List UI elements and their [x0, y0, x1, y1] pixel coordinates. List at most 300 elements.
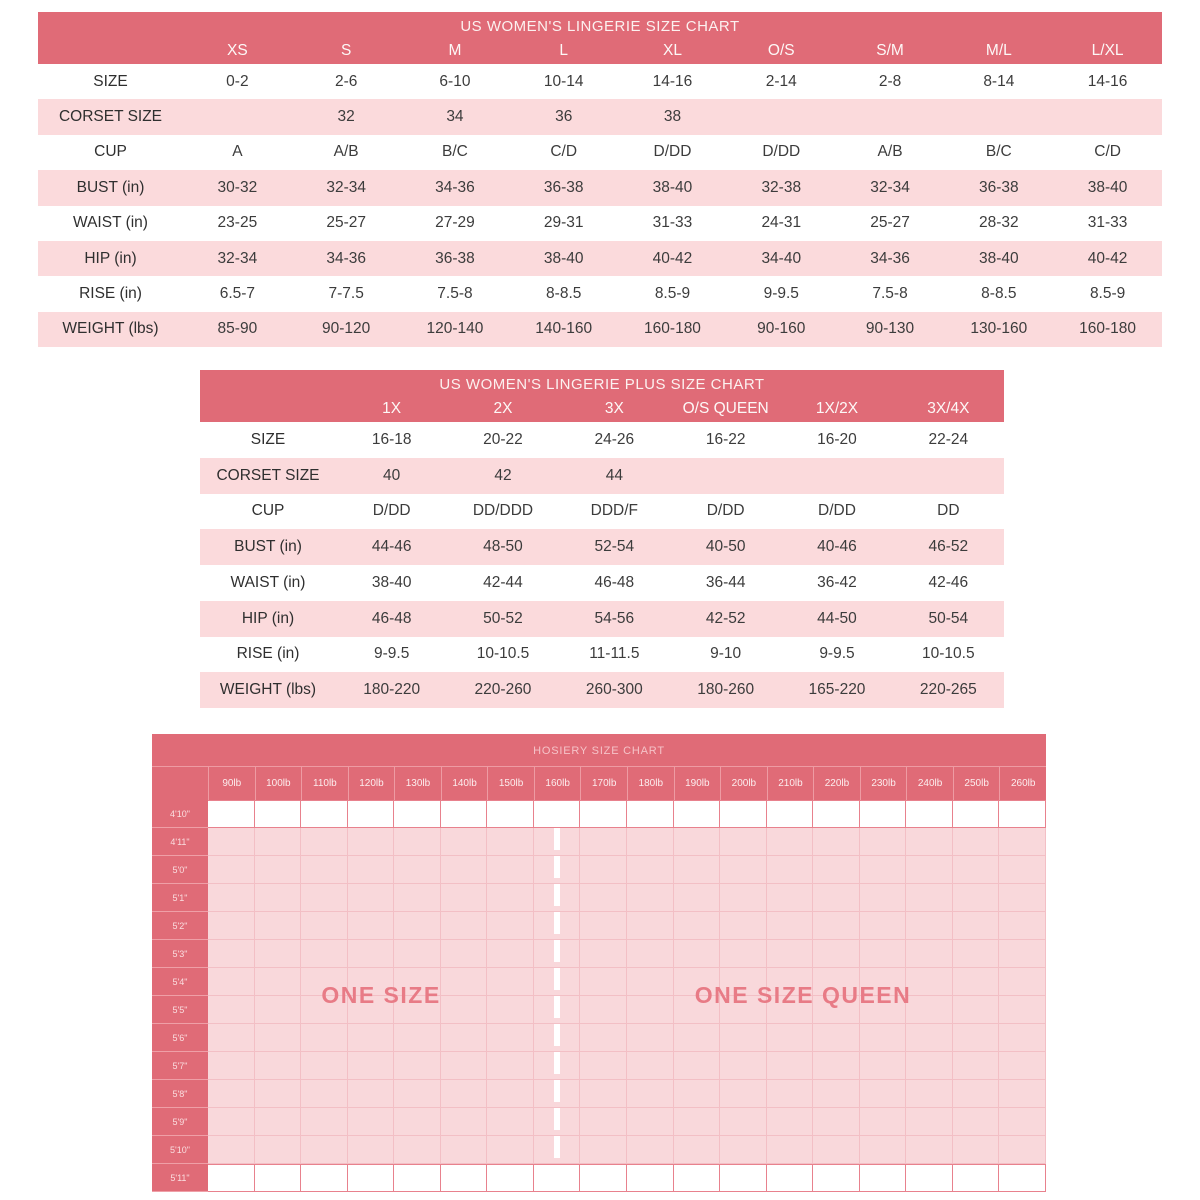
table-cell	[767, 884, 814, 912]
row-label: 5'7"	[152, 1052, 208, 1080]
lingerie-size-table	[38, 12, 1162, 347]
table-cell	[580, 996, 627, 1024]
column-header: 230lb	[860, 766, 907, 800]
column-header: 2X	[493, 400, 513, 417]
table-cell	[441, 1164, 488, 1192]
table-cell	[674, 1024, 721, 1052]
table-cell	[674, 1164, 721, 1192]
table-cell	[487, 940, 534, 968]
table-cell	[999, 912, 1046, 940]
table-cell	[208, 996, 255, 1024]
table-row	[152, 828, 1046, 856]
table-cell	[348, 856, 395, 884]
table-cell	[813, 1164, 860, 1192]
one-size-zone-label: ONE SIZE	[321, 982, 441, 1008]
table-cell	[813, 1024, 860, 1052]
table-cell	[627, 1024, 674, 1052]
table-cell	[580, 1136, 627, 1164]
table-cell	[394, 1052, 441, 1080]
table-cell: 260-300	[585, 681, 643, 699]
table-cell: 32-34	[217, 249, 258, 267]
table-cell: 22-24	[928, 430, 969, 448]
table-cell	[627, 1164, 674, 1192]
table-cell	[906, 968, 953, 996]
row-label: RISE (in)	[79, 285, 142, 303]
row-label: 5'0"	[152, 856, 208, 884]
table-cell	[860, 912, 907, 940]
table-cell	[953, 940, 1000, 968]
table-cell	[441, 1052, 488, 1080]
table-cell	[301, 1052, 348, 1080]
plus-size-table	[200, 370, 1004, 708]
table-row	[152, 800, 1046, 828]
table-cell	[487, 1080, 534, 1108]
table-cell	[255, 968, 302, 996]
table-cell: 220-260	[474, 681, 532, 699]
table-cell	[906, 912, 953, 940]
table-cell: 40-50	[705, 538, 746, 556]
row-label: 5'9"	[152, 1108, 208, 1136]
row-label: 4'10"	[152, 800, 208, 828]
table-cell	[767, 856, 814, 884]
row-label: WEIGHT (lbs)	[62, 320, 159, 338]
table-cell	[487, 1024, 534, 1052]
row-label: SIZE	[250, 430, 286, 448]
table-cell	[813, 1136, 860, 1164]
table-cell: 34-40	[761, 249, 802, 267]
table-cell	[953, 1024, 1000, 1052]
table-cell: D/DD	[818, 502, 856, 520]
table-cell	[953, 800, 1000, 828]
row-label: 5'4"	[152, 968, 208, 996]
column-header: 110lb	[301, 766, 348, 800]
column-header: XL	[663, 42, 682, 59]
row-label: 5'8"	[152, 1080, 208, 1108]
table-cell	[580, 828, 627, 856]
table-row	[38, 206, 1162, 241]
table-cell	[208, 800, 255, 828]
table-cell	[767, 1108, 814, 1136]
table-cell	[953, 912, 1000, 940]
table-cell	[394, 912, 441, 940]
table-cell	[208, 1024, 255, 1052]
column-header: 260lb	[999, 766, 1046, 800]
plus-table-body	[200, 422, 1004, 708]
table-cell	[348, 828, 395, 856]
table-row	[152, 856, 1046, 884]
table-cell	[487, 1052, 534, 1080]
one-size-queen-zone-label: ONE SIZE QUEEN	[694, 982, 912, 1008]
row-label: HIP (in)	[84, 249, 137, 267]
table-cell: 120-140	[426, 320, 484, 338]
table-cell	[860, 1136, 907, 1164]
table-cell	[674, 800, 721, 828]
table-cell: DD/DDD	[472, 502, 534, 520]
table-cell	[441, 912, 488, 940]
table-cell	[627, 996, 674, 1024]
table-cell: 38	[663, 108, 682, 126]
row-label: 5'3"	[152, 940, 208, 968]
table-cell	[394, 828, 441, 856]
table-cell: 8-8.5	[981, 285, 1017, 303]
table-cell	[953, 1164, 1000, 1192]
table-cell	[999, 800, 1046, 828]
table-cell	[953, 884, 1000, 912]
table-cell	[348, 1052, 395, 1080]
table-cell	[953, 856, 1000, 884]
column-header: 3X/4X	[927, 400, 970, 417]
table-cell: 44-46	[371, 538, 412, 556]
table-cell	[580, 800, 627, 828]
column-header: L/XL	[1091, 42, 1124, 59]
row-label: 5'5"	[152, 996, 208, 1024]
table-cell	[627, 1052, 674, 1080]
row-label: SIZE	[93, 72, 128, 90]
table-cell	[860, 1080, 907, 1108]
table-cell: 40	[383, 466, 401, 484]
table-cell: 50-52	[483, 609, 523, 627]
table-cell: 90-120	[322, 320, 371, 338]
column-header: 250lb	[953, 766, 1000, 800]
row-label: 5'11"	[152, 1164, 208, 1192]
table-cell	[627, 940, 674, 968]
table-cell	[627, 800, 674, 828]
table-cell	[860, 940, 907, 968]
table-cell	[860, 828, 907, 856]
table-cell	[255, 1024, 302, 1052]
table-row	[200, 529, 1004, 565]
table-cell: 14-16	[652, 72, 693, 90]
row-label: WAIST (in)	[230, 573, 306, 591]
column-header-row	[200, 396, 1004, 422]
table-cell	[813, 1080, 860, 1108]
table-cell	[906, 1052, 953, 1080]
table-row	[152, 1108, 1046, 1136]
table-cell	[767, 940, 814, 968]
table-cell	[580, 1024, 627, 1052]
table-cell	[487, 800, 534, 828]
table-cell: 180-220	[363, 681, 421, 699]
table-row	[38, 135, 1162, 170]
table-cell: 38-40	[1087, 178, 1128, 196]
table-cell	[487, 1108, 534, 1136]
table-cell: 160-180	[1079, 320, 1137, 338]
table-cell	[441, 800, 488, 828]
table-cell	[720, 828, 767, 856]
table-cell	[208, 884, 255, 912]
table-cell	[906, 940, 953, 968]
table-cell	[999, 884, 1046, 912]
row-label: WAIST (in)	[73, 214, 148, 232]
table-cell: 140-160	[535, 320, 593, 338]
table-cell	[208, 940, 255, 968]
table-cell: D/DD	[762, 143, 801, 161]
column-header: 1X/2X	[815, 400, 859, 417]
table-cell	[860, 1108, 907, 1136]
table-cell	[348, 940, 395, 968]
table-cell: 36-38	[979, 178, 1019, 196]
table-cell	[208, 912, 255, 940]
table-cell	[999, 1052, 1046, 1080]
table-cell: 40-46	[817, 538, 857, 556]
table-cell: 6.5-7	[219, 285, 256, 303]
table-cell	[720, 1108, 767, 1136]
column-header: O/S QUEEN	[682, 400, 769, 417]
table-cell	[813, 1052, 860, 1080]
table-cell	[627, 912, 674, 940]
table-cell: 23-25	[217, 214, 258, 232]
table-cell	[208, 1108, 255, 1136]
table-row	[152, 884, 1046, 912]
table-cell	[301, 912, 348, 940]
column-header: 200lb	[720, 766, 767, 800]
table-cell	[627, 1108, 674, 1136]
table-row	[38, 312, 1162, 347]
plus-table-header	[200, 370, 1004, 422]
table-cell	[999, 940, 1046, 968]
table-cell	[767, 1136, 814, 1164]
table-cell: 32	[337, 108, 355, 126]
table-cell	[487, 856, 534, 884]
table-cell: 28-32	[979, 214, 1019, 232]
table-cell	[953, 1080, 1000, 1108]
table-cell: 31-33	[652, 214, 693, 232]
table-cell	[906, 1108, 953, 1136]
table-cell	[255, 1108, 302, 1136]
table-cell: 180-260	[697, 681, 755, 699]
table-row	[38, 99, 1162, 134]
column-header: 180lb	[627, 766, 674, 800]
table-cell	[999, 996, 1046, 1024]
table-cell	[627, 884, 674, 912]
table-cell: 27-29	[435, 214, 475, 232]
table-row	[200, 637, 1004, 673]
table-cell	[953, 1136, 1000, 1164]
table-row	[200, 565, 1004, 601]
table-cell: DDD/F	[590, 502, 638, 520]
table-cell	[487, 996, 534, 1024]
table-cell: 52-54	[594, 538, 635, 556]
table-cell	[999, 968, 1046, 996]
table-cell: 8.5-9	[1089, 285, 1126, 303]
table-cell	[906, 1024, 953, 1052]
table-cell: 6-10	[439, 72, 471, 90]
table-cell	[813, 884, 860, 912]
table-cell: 36	[555, 108, 573, 126]
table-cell	[627, 1080, 674, 1108]
table-row	[152, 1164, 1046, 1192]
table-cell	[208, 1136, 255, 1164]
table-cell	[674, 1108, 721, 1136]
table-cell: 25-27	[870, 214, 910, 232]
table-title: US WOMEN'S LINGERIE SIZE CHART	[460, 18, 740, 35]
table-cell	[255, 856, 302, 884]
row-label: 4'11"	[152, 828, 208, 856]
table-cell	[301, 828, 348, 856]
table-cell	[348, 1164, 395, 1192]
table-cell	[255, 1052, 302, 1080]
table-cell	[255, 1136, 302, 1164]
table-cell	[674, 940, 721, 968]
column-header: 130lb	[394, 766, 441, 800]
table-cell: 16-22	[705, 430, 746, 448]
table-title: HOSIERY SIZE CHART	[152, 734, 1046, 766]
table-cell	[255, 940, 302, 968]
table-cell: 40-42	[652, 249, 693, 267]
table-cell: 46-52	[928, 538, 969, 556]
table-cell	[580, 1052, 627, 1080]
table-cell: 50-54	[928, 609, 969, 627]
column-header: S/M	[876, 42, 904, 59]
column-header: XS	[227, 42, 248, 59]
table-cell: 16-18	[371, 430, 412, 448]
table-cell	[999, 856, 1046, 884]
table-cell	[720, 856, 767, 884]
table-cell	[860, 1164, 907, 1192]
table-cell	[860, 1052, 907, 1080]
column-header: M	[448, 42, 462, 59]
table-cell	[255, 1080, 302, 1108]
table-cell	[255, 912, 302, 940]
table-cell: 9-10	[710, 645, 742, 663]
table-row	[152, 968, 1046, 996]
table-cell: 11-11.5	[589, 645, 640, 663]
table-cell	[627, 828, 674, 856]
table-cell	[487, 1136, 534, 1164]
column-header: 140lb	[441, 766, 488, 800]
table-cell	[813, 912, 860, 940]
table-cell	[394, 1024, 441, 1052]
table-cell: 16-20	[817, 430, 857, 448]
table-cell	[767, 1052, 814, 1080]
table-cell	[441, 856, 488, 884]
table-cell: 40-42	[1087, 249, 1128, 267]
table-cell: 32-38	[761, 178, 802, 196]
table-cell	[580, 884, 627, 912]
table-cell	[720, 1136, 767, 1164]
table-cell: 42-44	[483, 573, 523, 591]
table-cell	[301, 1108, 348, 1136]
table-cell: 54-56	[594, 609, 635, 627]
table-cell	[255, 996, 302, 1024]
table-cell	[348, 1024, 395, 1052]
row-label: CUP	[94, 143, 127, 161]
table-cell	[301, 800, 348, 828]
table-cell: 34	[446, 108, 464, 126]
table-cell	[674, 884, 721, 912]
column-header: L	[559, 42, 569, 59]
table-cell: 14-16	[1087, 72, 1128, 90]
table-cell: 10-10.5	[922, 645, 975, 663]
column-header-spacer	[152, 766, 208, 800]
table-cell	[720, 1024, 767, 1052]
table-cell	[301, 1080, 348, 1108]
table-cell: 7.5-8	[437, 285, 473, 303]
column-header: M/L	[985, 42, 1012, 59]
table-cell	[999, 1024, 1046, 1052]
table-cell: 31-33	[1087, 214, 1128, 232]
row-label: RISE (in)	[236, 645, 300, 663]
table-cell	[674, 912, 721, 940]
table-cell	[348, 1136, 395, 1164]
table-cell: D/DD	[706, 502, 745, 520]
table-cell: 20-22	[483, 430, 523, 448]
table-row	[152, 1136, 1046, 1164]
table-cell	[813, 800, 860, 828]
table-cell	[487, 828, 534, 856]
table-cell	[767, 912, 814, 940]
table-cell	[394, 1164, 441, 1192]
table-cell	[767, 1080, 814, 1108]
table-cell	[255, 828, 302, 856]
column-header-row	[38, 38, 1162, 64]
column-header: 190lb	[674, 766, 721, 800]
table-cell	[580, 856, 627, 884]
column-header: 3X	[604, 400, 624, 417]
table-cell	[767, 828, 814, 856]
column-header: 240lb	[906, 766, 953, 800]
table-row	[152, 1080, 1046, 1108]
column-header: 120lb	[348, 766, 395, 800]
row-label: WEIGHT (lbs)	[219, 681, 317, 699]
table-cell: A	[232, 143, 243, 161]
table-cell	[627, 1136, 674, 1164]
table-cell	[580, 1108, 627, 1136]
table-cell: 10-14	[543, 72, 584, 90]
table-cell: 29-31	[543, 214, 584, 232]
table-cell	[441, 996, 488, 1024]
table-cell: 7-7.5	[328, 285, 364, 303]
table-cell: 9-9.5	[373, 645, 410, 663]
table-cell	[953, 1052, 1000, 1080]
table-cell	[441, 1136, 488, 1164]
table-cell	[720, 912, 767, 940]
table-cell: D/DD	[372, 502, 411, 520]
table-cell: 90-130	[865, 320, 915, 338]
table-cell	[394, 1080, 441, 1108]
table-cell: 8-8.5	[546, 285, 582, 303]
table-cell	[813, 1108, 860, 1136]
row-label: BUST (in)	[234, 538, 302, 556]
table-cell	[255, 884, 302, 912]
table-cell: 90-160	[757, 320, 806, 338]
table-cell	[580, 968, 627, 996]
table-cell: 34-36	[326, 249, 366, 267]
table-cell: 10-10.5	[476, 645, 530, 663]
table-cell: 8.5-9	[654, 285, 691, 303]
table-cell	[487, 884, 534, 912]
row-label: CORSET SIZE	[216, 466, 320, 484]
table-cell: 42-46	[928, 573, 969, 591]
table-cell	[348, 884, 395, 912]
table-cell: 36-38	[543, 178, 584, 196]
table-cell	[720, 1052, 767, 1080]
table-cell: 24-31	[761, 214, 802, 232]
table-row	[152, 912, 1046, 940]
table-row	[152, 1052, 1046, 1080]
table-cell	[813, 940, 860, 968]
column-header: 210lb	[767, 766, 814, 800]
table-cell	[441, 1108, 488, 1136]
table-cell	[953, 968, 1000, 996]
table-cell	[441, 884, 488, 912]
table-cell	[301, 940, 348, 968]
table-cell	[208, 968, 255, 996]
table-cell	[255, 800, 302, 828]
table-cell	[348, 1080, 395, 1108]
lingerie-table-header	[38, 12, 1162, 64]
table-cell	[580, 940, 627, 968]
